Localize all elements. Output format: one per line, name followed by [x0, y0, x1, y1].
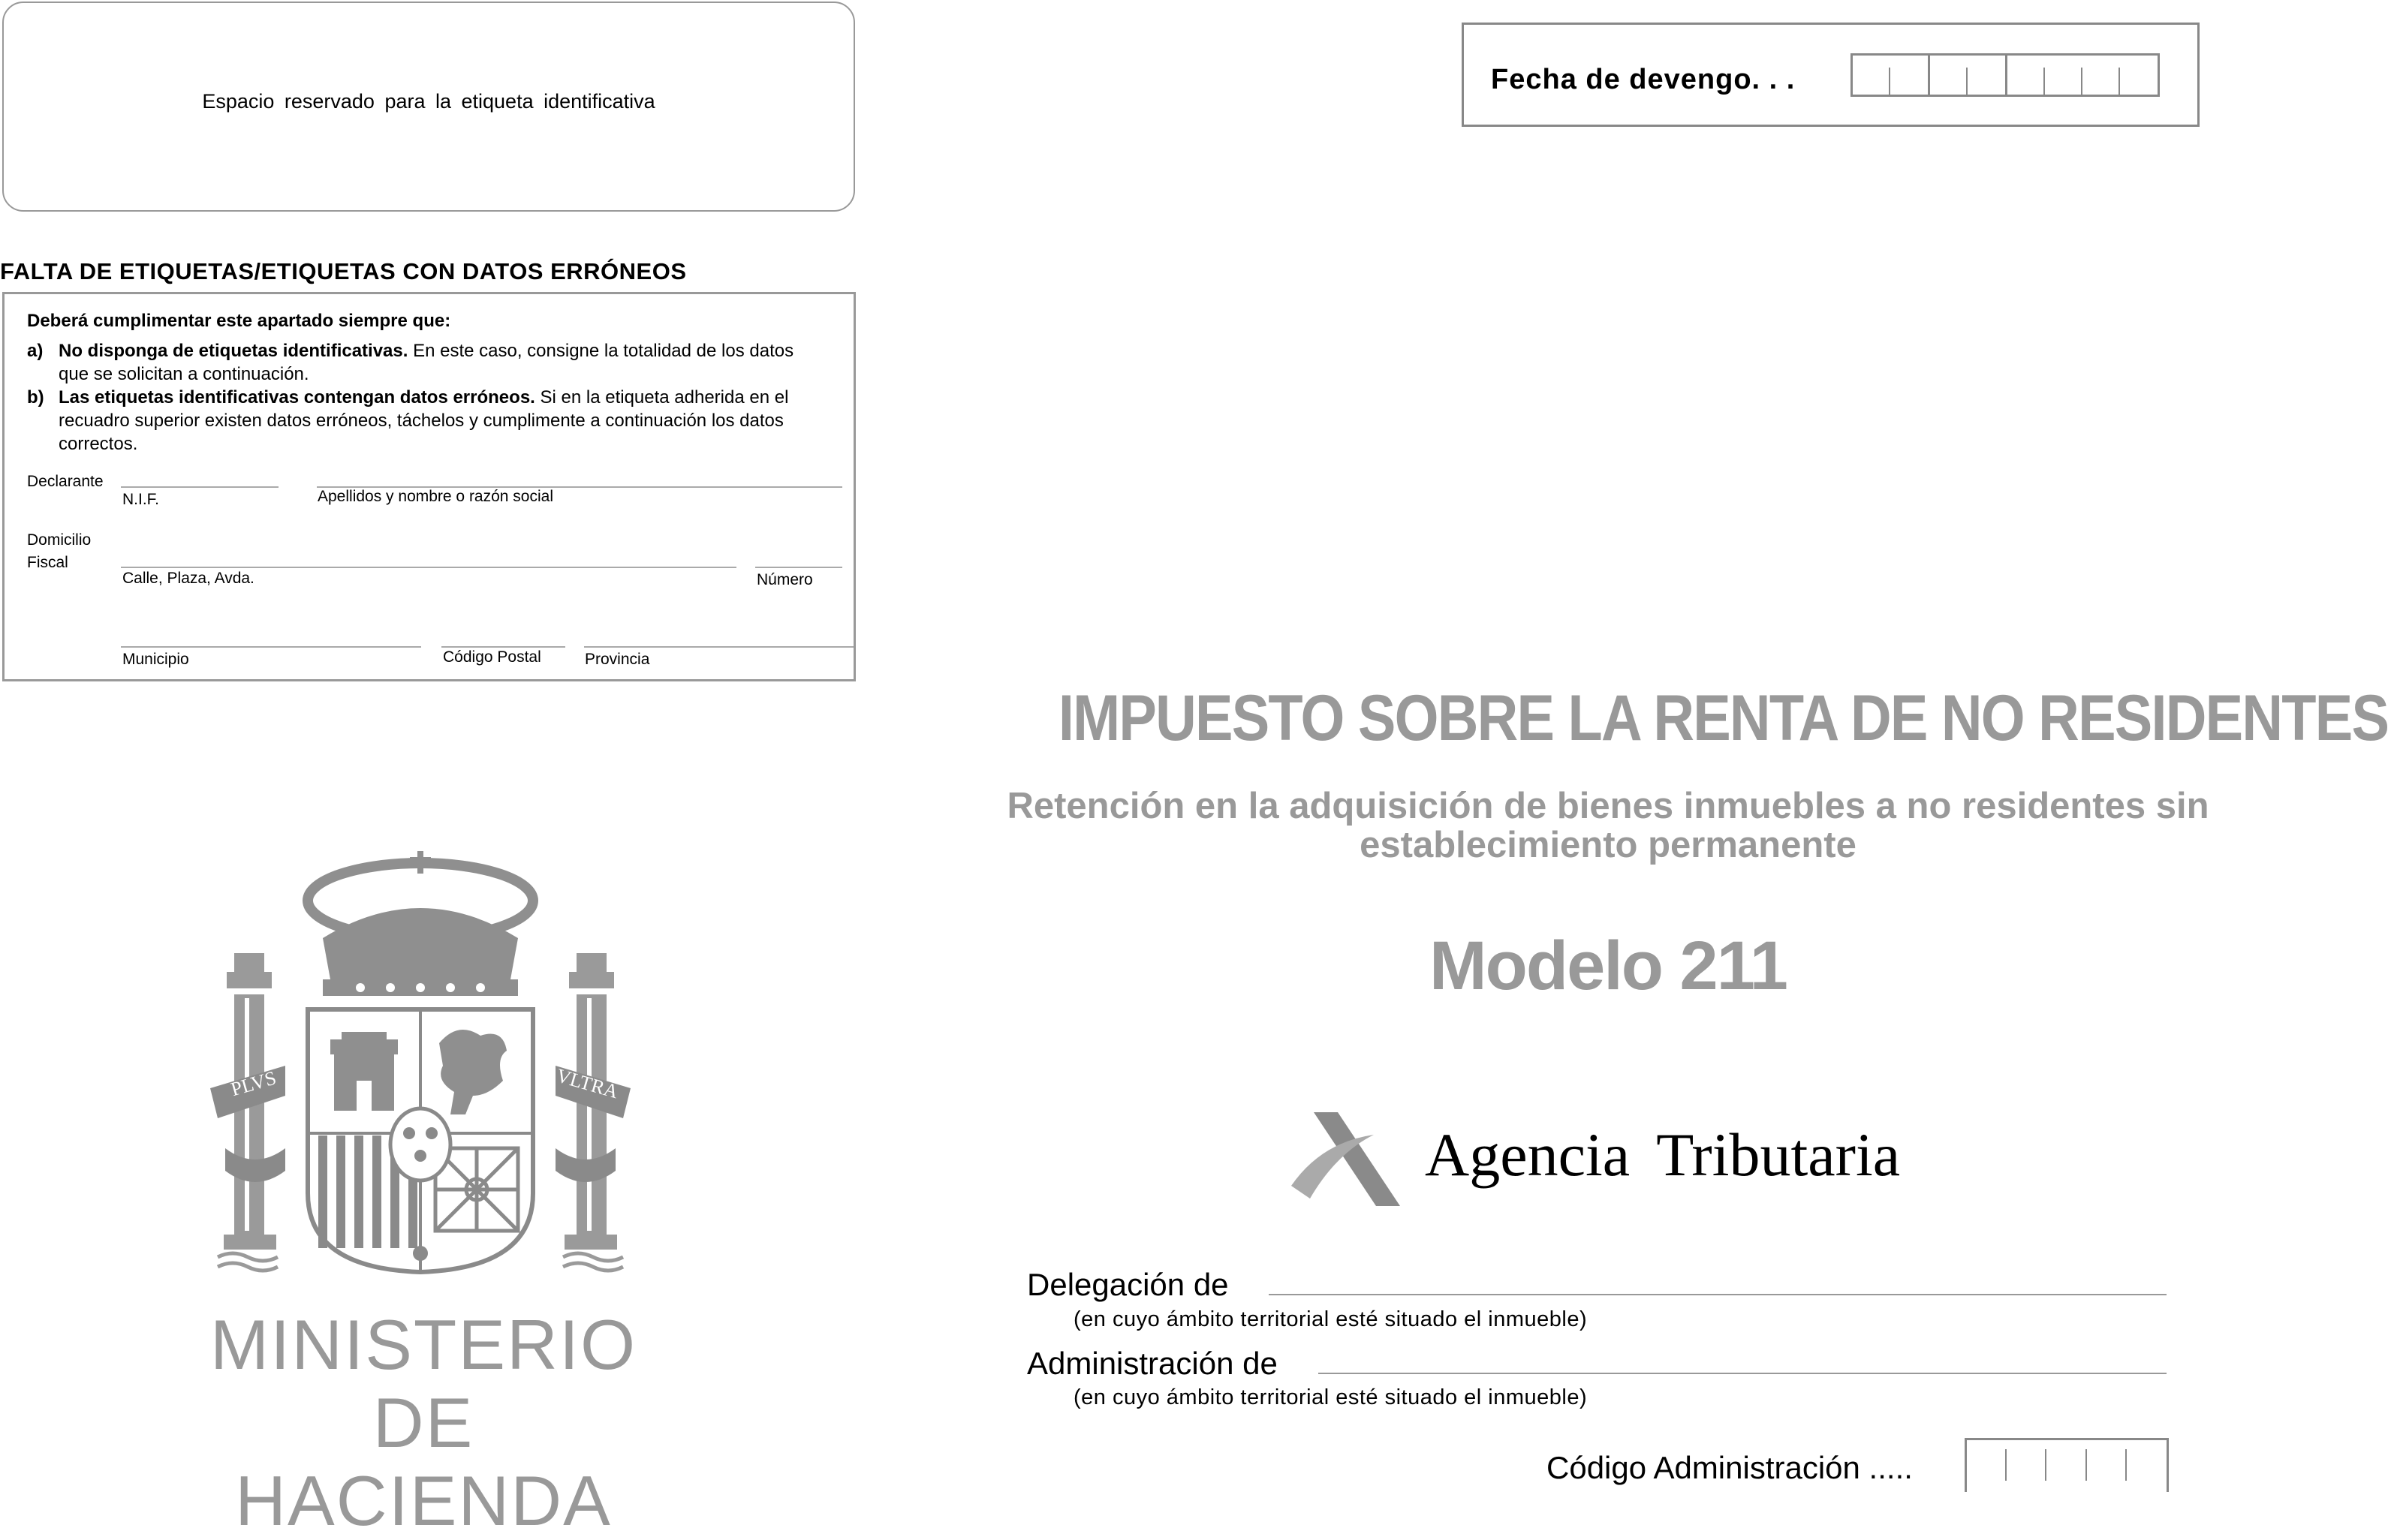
date-digit-cell[interactable]: [1890, 56, 1930, 95]
item-b-line2: recuadro superior existen datos erróneos, táchelos y cumplimente a continuación los datos: [59, 411, 784, 431]
delegacion-label: Delegación de: [1027, 1267, 1229, 1302]
codigo-digit-cell[interactable]: [1967, 1440, 2007, 1492]
falta-intro: Deberá cumplimentar este apartado siempre que:: [27, 311, 451, 331]
item-a-rest: En este caso, consigne la totalidad de los datos: [408, 341, 794, 361]
item-a-line2: que se solicitan a continuación.: [59, 364, 309, 384]
codigo-digit-cell[interactable]: [2127, 1440, 2167, 1492]
item-b-bold: Las etiquetas identificativas contengan datos erróneos.: [59, 387, 535, 408]
numero-field[interactable]: [755, 567, 842, 568]
codigo-postal-label: Código Postal: [443, 648, 541, 666]
codigo-digit-cell[interactable]: [2087, 1440, 2127, 1492]
item-b-line3: correctos.: [59, 434, 138, 454]
declarante-label: Declarante: [27, 473, 104, 490]
apellidos-label: Apellidos y nombre o razón social: [318, 488, 553, 505]
domicilio-label: Domicilio: [27, 531, 92, 549]
falta-section-box: [2, 292, 856, 681]
fecha-devengo-box: [1462, 23, 2200, 127]
main-title: IMPUESTO SOBRE LA RENTA DE NO RESIDENTES: [1058, 682, 2388, 754]
label-area: [2, 2, 855, 212]
fecha-devengo-label: Fecha de devengo. . .: [1491, 64, 1796, 95]
ministerio-line2: DE HACIENDA: [235, 1383, 612, 1540]
nif-label: N.I.F.: [122, 491, 160, 508]
agencia-tributaria-logo-icon: [1291, 1112, 1400, 1206]
calle-field[interactable]: [121, 567, 736, 568]
municipio-label: Municipio: [122, 651, 189, 668]
nif-field[interactable]: [121, 486, 279, 488]
numero-label: Número: [757, 571, 813, 588]
codigo-administracion-label: Código Administración .....: [1546, 1450, 1913, 1485]
ribbon-right-text: VLTRA: [553, 1064, 621, 1103]
administracion-label: Administración de: [1027, 1346, 1278, 1381]
item-a-bold: No disponga de etiquetas identificativas.: [59, 341, 408, 361]
subtitle-line2: establecimiento permanente: [1360, 825, 1856, 865]
provincia-field[interactable]: [584, 646, 854, 648]
administracion-field[interactable]: [1318, 1373, 2167, 1374]
codigo-administracion-input[interactable]: [1965, 1438, 2169, 1492]
modelo-title: Modelo 211: [1429, 928, 1787, 1004]
item-b-marker: b): [27, 387, 44, 408]
delegacion-note: (en cuyo ámbito territorial esté situado el inmueble): [1074, 1307, 1588, 1331]
subtitle: [983, 787, 2233, 865]
item-a-text: [59, 339, 793, 362]
coat-of-arms-icon: [210, 848, 631, 1276]
delegacion-field[interactable]: [1269, 1294, 2167, 1295]
codigo-postal-field[interactable]: [441, 646, 565, 648]
subtitle-line1: Retención en la adquisición de bienes inmuebles a no residentes sin: [1007, 786, 2209, 826]
administracion-note: (en cuyo ámbito territorial esté situado el inmueble): [1074, 1385, 1588, 1409]
fecha-devengo-input[interactable]: [1850, 53, 2160, 97]
date-digit-cell[interactable]: [2007, 56, 2045, 95]
codigo-digit-cell[interactable]: [2046, 1440, 2086, 1492]
label-area-text: Espacio reservado para la etiqueta identificativa: [202, 89, 655, 113]
provincia-label: Provincia: [585, 651, 650, 668]
date-digit-cell[interactable]: [2045, 56, 2082, 95]
item-b-text: [59, 386, 788, 409]
agencia-tributaria-name: Agencia Tributaria: [1425, 1120, 1901, 1189]
item-a-marker: a): [27, 341, 44, 361]
calle-label: Calle, Plaza, Avda.: [122, 570, 254, 587]
municipio-field[interactable]: [121, 646, 421, 648]
date-digit-cell[interactable]: [1853, 56, 1890, 95]
codigo-digit-cell[interactable]: [2007, 1440, 2046, 1492]
date-digit-cell[interactable]: [1968, 56, 2007, 95]
item-b-rest: Si en la etiqueta adherida en el: [535, 387, 789, 408]
falta-section-title: FALTA DE ETIQUETAS/ETIQUETAS CON DATOS ERRÓNEOS: [0, 258, 687, 284]
ministerio-text: [176, 1306, 671, 1540]
date-digit-cell[interactable]: [2082, 56, 2120, 95]
ribbon-left-text: PLVS: [228, 1066, 279, 1101]
date-digit-cell[interactable]: [1930, 56, 1968, 95]
ministerio-line1: MINISTERIO: [209, 1305, 637, 1384]
fiscal-label: Fiscal: [27, 554, 68, 571]
date-digit-cell[interactable]: [2120, 56, 2158, 95]
